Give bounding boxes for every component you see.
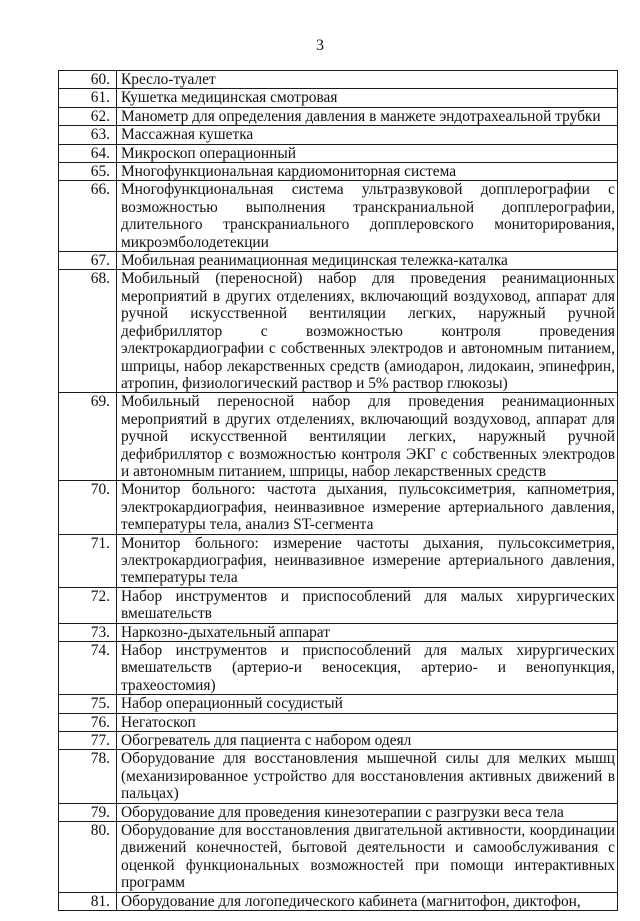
table-row [59,71,618,89]
row-number: 74. [59,642,117,695]
row-item-name: Монитор больного: измерение частоты дыхания, пульсоксиметрия, электрокардиография, неинвазивное измерение артериального давления, температуры тела [117,534,618,587]
table-row [59,822,618,893]
row-number: 67. [59,252,117,270]
table-row [59,534,618,587]
table-row [59,803,618,821]
equipment-table-body [59,71,618,911]
row-item-name: Негатоскоп [117,713,618,731]
row-item-name: Многофункциональная система ультразвуковой допплерографии с возможностью выполнения транскраниальной допплерографии, длительного транскраниального допплеровского мониторирования, микроэмболодетекции [117,181,618,252]
table-row [59,181,618,252]
row-item-name: Оборудование для восстановления мышечной силы для мелких мышц (механизированное устройство для восстановления активных движений в пальцах) [117,750,618,803]
row-number: 76. [59,713,117,731]
row-number: 62. [59,107,117,125]
table-row [59,732,618,750]
table-row [59,163,618,181]
table-row [59,587,618,623]
row-item-name: Набор инструментов и приспособлений для малых хирургических вмешательств [117,587,618,623]
row-item-name: Манометр для определения давления в манжете эндотрахеальной трубки [117,107,618,125]
table-row [59,252,618,270]
row-item-name: Мобильная реанимационная медицинская тележка-каталка [117,252,618,270]
row-number: 77. [59,732,117,750]
row-item-name: Мобильный переносной набор для проведения реанимационных мероприятий в других отделениях, включающий воздуховод, аппарат для ручной искусственной вентиляции легких, наружный ручной дефибриллятор с возможностью контроля ЭКГ с собственных электродов и автономным питанием, шприцы, набор лекарственных средств [117,393,618,481]
row-number: 72. [59,587,117,623]
row-number: 61. [59,89,117,107]
row-number: 63. [59,126,117,144]
table-row [59,695,618,713]
row-item-name: Набор инструментов и приспособлений для малых хирургических вмешательств (артерио-и веносекция, артерио- и венопункция, трахеостомия) [117,642,618,695]
row-number: 66. [59,181,117,252]
table-row [59,270,618,393]
table-row [59,623,618,641]
row-item-name: Монитор больного: частота дыхания, пульсоксиметрия, капнометрия, электрокардиография, неинвазивное измерение артериального давления, температуры тела, анализ ST-сегмента [117,481,618,534]
table-row [59,393,618,481]
row-item-name: Оборудование для проведения кинезотерапии с разгрузки веса тела [117,803,618,821]
row-number: 78. [59,750,117,803]
row-number: 68. [59,270,117,393]
table-row [59,107,618,125]
row-number: 73. [59,623,117,641]
row-item-name: Кресло-туалет [117,71,618,89]
row-item-name: Набор операционный сосудистый [117,695,618,713]
row-item-name: Мобильный (переносной) набор для проведения реанимационных мероприятий в других отделениях, включающий воздуховод, аппарат для ручной искусственной вентиляции легких, наружный ручной дефибриллятор с возможностью контроля проведения электрокардиографии с собственных электродов и автономным питанием, шприцы, набор лекарственных средств (амиодарон, лидокаин, эпинефрин, атропин, физиологический раствор и 5% раствор глюкозы) [117,270,618,393]
row-number: 79. [59,803,117,821]
table-row [59,144,618,162]
page-number: 3 [316,37,324,54]
row-item-name: Наркозно-дыхательный аппарат [117,623,618,641]
row-number: 80. [59,822,117,893]
row-item-name: Кушетка медицинская смотровая [117,89,618,107]
table-row [59,713,618,731]
row-number: 65. [59,163,117,181]
row-number: 64. [59,144,117,162]
row-item-name: Массажная кушетка [117,126,618,144]
row-number: 71. [59,534,117,587]
table-row [59,89,618,107]
row-number: 60. [59,71,117,89]
table-row [59,481,618,534]
table-row [59,892,618,910]
row-number: 75. [59,695,117,713]
row-item-name: Многофункциональная кардиомониторная система [117,163,618,181]
row-number: 69. [59,393,117,481]
row-item-name: Оборудование для восстановления двигательной активности, координации движений конечностей, бытовой деятельности и самообслуживания с оценкой функциональных возможностей при помощи интерактивных программ [117,822,618,893]
row-item-name: Оборудование для логопедического кабинета (магнитофон, диктофон, [117,892,618,910]
row-number: 70. [59,481,117,534]
equipment-table [58,70,618,911]
table-row [59,750,618,803]
row-item-name: Обогреватель для пациента с набором одеял [117,732,618,750]
row-number: 81. [59,892,117,910]
row-item-name: Микроскоп операционный [117,144,618,162]
table-row [59,126,618,144]
table-row [59,642,618,695]
